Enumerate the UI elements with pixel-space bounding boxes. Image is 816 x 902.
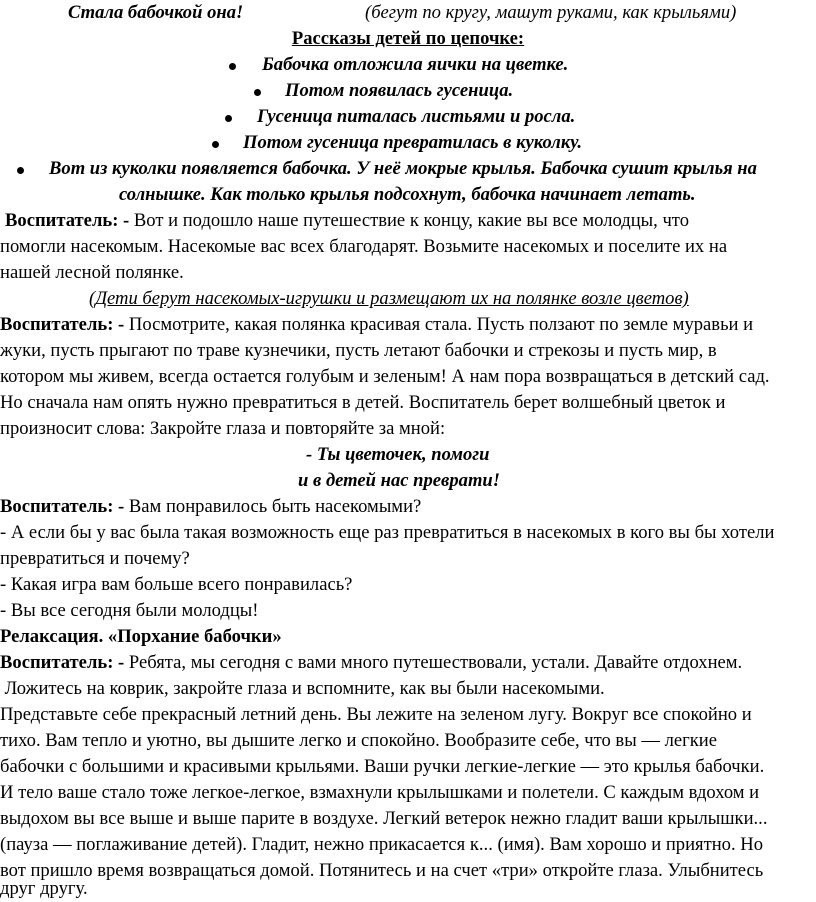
bullet-icon <box>254 89 261 96</box>
bullet-icon <box>17 167 24 174</box>
chain-item-1: Бабочка отложила яички на цветке. <box>262 54 569 75</box>
chain-item-3: Гусеница питалась листьями и росла. <box>257 106 576 127</box>
chain-item-5: Вот из куколки появляется бабочка. У неё мокрые крылья. Бабочка сушит крылья на <box>49 158 757 179</box>
spell-line-2: и в детей нас преврати! <box>298 470 500 491</box>
chain-item-4: Потом гусеница превратилась в куколку. <box>243 132 582 153</box>
paragraph-2-line-4: Но сначала нам опять нужно превратиться в детей. Воспитатель берет волшебный цветок и <box>0 392 726 413</box>
intro-right: (бегут по кругу, машут руками, как крыльями) <box>365 2 737 23</box>
paragraph-1-line-3: нашей лесной полянке. <box>0 262 184 283</box>
paragraph-2-line-3: котором мы живем, всегда остается голубым и зеленым! А нам пора возвращаться в детский сад. <box>0 366 770 387</box>
paragraph-3: Воспитатель: - Вам понравилось быть насекомыми? <box>0 496 422 517</box>
paragraph-5-line-3: бабочки с большими и красивыми крыльями. Ваши ручки легкие-легкие — это крылья бабочки. <box>0 756 765 777</box>
relaxation-title: Релаксация. «Порхание бабочки» <box>0 626 282 647</box>
question-1-cont: превратиться и почему? <box>0 548 190 569</box>
paragraph-1-line-1: Воспитатель: - Вот и подошло наше путешествие к концу, какие вы все молодцы, что <box>5 210 689 231</box>
chain-title: Рассказы детей по цепочке: <box>291 28 525 49</box>
bullet-icon <box>225 115 232 122</box>
paragraph-2-line-2: жуки, пусть прыгают по траве кузнечики, пусть летают бабочки и стрекозы и пусть мир, в <box>0 340 717 361</box>
paragraph-5-line-1: Представьте себе прекрасный летний день. Вы лежите на зеленом лугу. Вокруг все спокойно и <box>0 704 752 725</box>
paragraph-1-line-2: помогли насекомым. Насекомые вас всех благодарят. Возьмите насекомых и поселите их на <box>0 236 728 257</box>
speaker-label: Воспитатель: - <box>5 210 130 231</box>
speaker-label: Воспитатель: - <box>0 652 125 673</box>
intro-left: Стала бабочкой она! <box>68 2 244 23</box>
question-2: - Какая игра вам больше всего понравилась? <box>0 574 353 595</box>
paragraph-4-line-1: Воспитатель: - Ребята, мы сегодня с вами много путешествовали, устали. Давайте отдохнем. <box>0 652 743 673</box>
stage-direction: (Дети берут насекомых-игрушки и размещают их на полянке возле цветов) <box>89 288 689 309</box>
paragraph-2-line-5: произносит слова: Закройте глаза и повторяйте за мной: <box>0 418 446 439</box>
paragraph-5-line-5: выдохом вы все выше и выше парите в воздухе. Легкий ветерок нежно гладит ваши крылышки... <box>0 808 768 829</box>
paragraph-5-line-7: вот пришло время возвращаться домой. Потянитесь и на счет «три» откройте глаза. Улыбнитесь <box>0 860 764 881</box>
paragraph-4-line-2: Ложитесь на коврик, закройте глаза и вспомните, как вы были насекомыми. <box>0 678 605 699</box>
paragraph-5-line-2: тихо. Вам тепло и уютно, вы дышите легко и спокойно. Вообразите себе, что вы — легкие <box>0 730 717 751</box>
question-1: - А если бы у вас была такая возможность еще раз превратиться в насекомых в кого вы бы хотели <box>0 522 775 543</box>
paragraph-5-line-8: друг другу. <box>0 878 88 899</box>
chain-item-5-cont: солнышке. Как только крылья подсохнут, бабочка начинает летать. <box>119 184 696 205</box>
paragraph-2-line-1: Воспитатель: - Посмотрите, какая полянка красивая стала. Пусть ползают по земле муравьи и <box>0 314 754 335</box>
paragraph-5-line-4: И тело ваше стало тоже легкое-легкое, взмахнули крылышками и полетели. С каждым вдохом и <box>0 782 760 803</box>
paragraph-5-line-6: (пауза — поглаживание детей). Гладит, нежно прикасается к... (имя). Вам хорошо и приятно. Но <box>0 834 764 855</box>
question-3: - Вы все сегодня были молодцы! <box>0 600 259 621</box>
spell-line-1: - Ты цветочек, помоги <box>306 444 490 465</box>
bullet-icon <box>229 63 236 70</box>
chain-item-2: Потом появилась гусеница. <box>285 80 514 101</box>
bullet-icon <box>212 141 219 148</box>
speaker-label: Воспитатель: - <box>0 314 125 335</box>
speaker-label: Воспитатель: - <box>0 496 125 517</box>
